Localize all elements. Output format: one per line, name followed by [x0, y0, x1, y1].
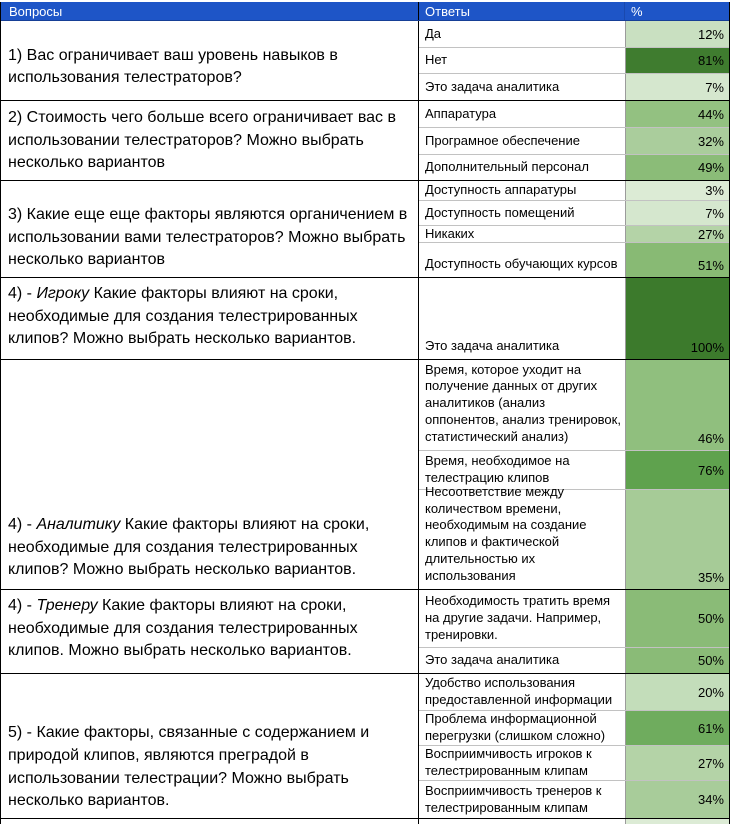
answer-row — [419, 48, 729, 74]
answer-cell[interactable] — [419, 590, 626, 647]
question-text: 1) Вас ограничивает ваш уровень навыков в использования телестраторов? — [8, 46, 338, 87]
answer-cell[interactable] — [419, 781, 626, 818]
percent-value: 76% — [697, 462, 724, 478]
answer-row — [419, 781, 729, 818]
percent-cell — [626, 819, 729, 824]
partial-row — [1, 819, 729, 824]
percent-cell[interactable] — [626, 781, 729, 818]
percent-cell[interactable] — [626, 746, 729, 780]
percent-cell[interactable] — [626, 101, 729, 127]
answer-row — [419, 483, 729, 589]
percent-cell[interactable] — [626, 490, 729, 589]
question-text: 4) - Аналитику Какие факторы влияют на сроки, необходимые для создания телестрированных клипов? Можно выбрать несколько вариантов. — [8, 515, 370, 579]
answer-cell[interactable] — [419, 360, 626, 450]
percent-cell[interactable] — [626, 278, 729, 359]
answer-cell[interactable] — [419, 101, 626, 127]
percent-cell[interactable] — [626, 155, 729, 180]
percent-cell[interactable] — [626, 226, 729, 242]
answer-label: Это задача аналитика — [425, 78, 560, 94]
answer-cell[interactable] — [419, 201, 626, 225]
percent-cell[interactable] — [626, 181, 729, 200]
question-cell[interactable] — [1, 360, 419, 589]
percent-value: 50% — [697, 611, 724, 626]
answer-row — [419, 101, 729, 128]
answer-cell[interactable] — [419, 648, 626, 673]
percent-value: 61% — [697, 720, 724, 736]
question-cell[interactable] — [1, 674, 419, 818]
answer-label: Нет — [425, 52, 448, 68]
answer-label: Доступность обучающих курсов — [425, 256, 618, 272]
percent-value: 27% — [697, 755, 724, 771]
percent-value: 34% — [697, 792, 724, 807]
answer-row — [419, 21, 729, 48]
percent-cell[interactable] — [626, 48, 729, 73]
question-text: 4) - Игроку Какие факторы влияют на сроки, необходимые для создания телестрированных клипов? Можно выбрать несколько вариантов. — [8, 284, 358, 348]
answer-row — [419, 181, 729, 201]
answer-label: Проблема информационной перегрузки (слишком сложно) — [425, 711, 606, 743]
percent-cell[interactable] — [626, 590, 729, 647]
answer-label: Это задача аналитика — [425, 652, 560, 668]
percent-value: 35% — [697, 570, 724, 585]
percent-cell[interactable] — [626, 74, 729, 100]
answer-label: Несоответствие между количеством времени, необходимым на создание клипов и фактической длительностью их использования — [425, 483, 587, 584]
percent-value: 7% — [705, 205, 724, 221]
answer-cell[interactable] — [419, 483, 626, 589]
answer-cell[interactable] — [419, 711, 626, 745]
percent-value: 7% — [705, 79, 724, 95]
qa-block-4-player — [1, 278, 729, 360]
percent-value: 51% — [697, 258, 724, 273]
answer-row — [419, 746, 729, 781]
answer-label: Доступность аппаратуры — [425, 182, 577, 198]
survey-results-table — [0, 2, 730, 824]
header-questions-cell[interactable]: Вопросы — [1, 2, 419, 20]
answer-cell[interactable] — [419, 746, 626, 780]
answer-label: Восприимчивость игроков к телестрированным клипам — [425, 746, 592, 778]
answer-label: Доступность помещений — [425, 204, 575, 220]
question-cell[interactable] — [1, 101, 419, 180]
percent-value: 100% — [690, 340, 724, 355]
percent-cell[interactable] — [626, 360, 729, 450]
percent-cell[interactable] — [626, 711, 729, 745]
answer-label: Програмное обеспечение — [425, 132, 580, 148]
answer-row — [419, 226, 729, 243]
percent-value: 27% — [697, 226, 724, 242]
header-percent-cell[interactable]: % — [631, 3, 643, 19]
answer-label: Аппаратура — [425, 105, 497, 121]
question-cell[interactable] — [1, 21, 419, 100]
percent-value: 3% — [705, 183, 724, 198]
answer-label: Никаких — [425, 225, 475, 241]
percent-cell[interactable] — [626, 128, 729, 154]
qa-block-4-analyst — [1, 360, 729, 590]
answer-cell[interactable] — [419, 74, 626, 100]
answer-label: Восприимчивость тренеров к телестрированным клипам — [425, 782, 602, 815]
answer-row — [419, 648, 729, 673]
percent-value: 81% — [697, 53, 724, 68]
percent-value: 46% — [697, 431, 724, 446]
percent-cell[interactable] — [626, 674, 729, 710]
answer-cell[interactable] — [419, 674, 626, 710]
question-cell[interactable] — [1, 181, 419, 277]
answer-row — [419, 201, 729, 226]
answer-cell[interactable] — [419, 278, 626, 359]
percent-cell[interactable] — [626, 21, 729, 47]
answer-row — [419, 674, 729, 711]
answer-cell[interactable] — [419, 21, 626, 47]
question-text: 5) - Какие факторы, связанные с содержанием и природой клипов, являются преградой в использовании телестрации? Можно выбрать несколько вариантов. — [8, 724, 370, 810]
qa-block-2 — [1, 101, 729, 181]
answer-label: Это задача аналитика — [425, 338, 560, 354]
answer-row — [419, 243, 729, 277]
percent-cell[interactable] — [626, 243, 729, 277]
question-text: 3) Какие еще еще факторы являются органичением в использовании вами телестраторов? Можно выбрать несколько вариантов — [8, 205, 408, 269]
question-cell[interactable] — [1, 590, 419, 673]
qa-block-5 — [1, 674, 729, 819]
table-header-row — [1, 2, 729, 21]
answer-row — [419, 128, 729, 155]
percent-value: 44% — [697, 106, 724, 122]
answer-label: Время, которое уходит на получение данных от других аналитиков (анализ оппонентов, анализ тренировок, статистический анализ) — [425, 361, 621, 445]
percent-value: 49% — [697, 160, 724, 175]
percent-value: 32% — [697, 133, 724, 149]
answer-label: Необходимость тратить время на другие задачи. Например, тренировки. — [425, 593, 611, 642]
qa-block-4-coach — [1, 590, 729, 674]
question-text: 2) Стоимость чего больше всего ограничивает вас в использовании телестраторов? Можно выбрать несколько вариантов — [8, 108, 396, 172]
answer-row — [419, 155, 729, 180]
answer-label: Время, необходимое на телестрацию клипов — [425, 453, 570, 485]
answer-row — [419, 360, 729, 451]
answer-cell[interactable] — [419, 243, 626, 277]
percent-cell[interactable] — [626, 648, 729, 673]
answer-row — [419, 74, 729, 100]
percent-value: 12% — [697, 26, 724, 42]
question-text: 4) - Тренеру Какие факторы влияют на сроки, необходимые для создания телестрированных клипов. Можно выбрать несколько вариантов. — [8, 596, 358, 660]
answer-cell[interactable] — [419, 48, 626, 73]
answer-cell[interactable] — [419, 181, 626, 200]
answer-cell[interactable] — [419, 226, 626, 242]
answer-cell[interactable] — [419, 155, 626, 180]
qa-block-1 — [1, 21, 729, 101]
answer-cell[interactable] — [419, 128, 626, 154]
question-cell[interactable] — [1, 278, 419, 359]
answer-row — [419, 278, 729, 359]
answer-row — [419, 590, 729, 648]
answer-label: Да — [425, 25, 442, 41]
header-answers-cell[interactable]: Ответы — [419, 2, 625, 20]
answer-label: Дополнительный персонал — [425, 159, 589, 175]
answer-row — [419, 711, 729, 746]
answer-label: Удобство использования предоставленной информации — [425, 675, 613, 707]
qa-block-3 — [1, 181, 729, 278]
percent-cell[interactable] — [626, 451, 729, 489]
percent-value: 20% — [697, 684, 724, 700]
percent-value: 50% — [697, 653, 724, 668]
percent-cell[interactable] — [626, 201, 729, 225]
